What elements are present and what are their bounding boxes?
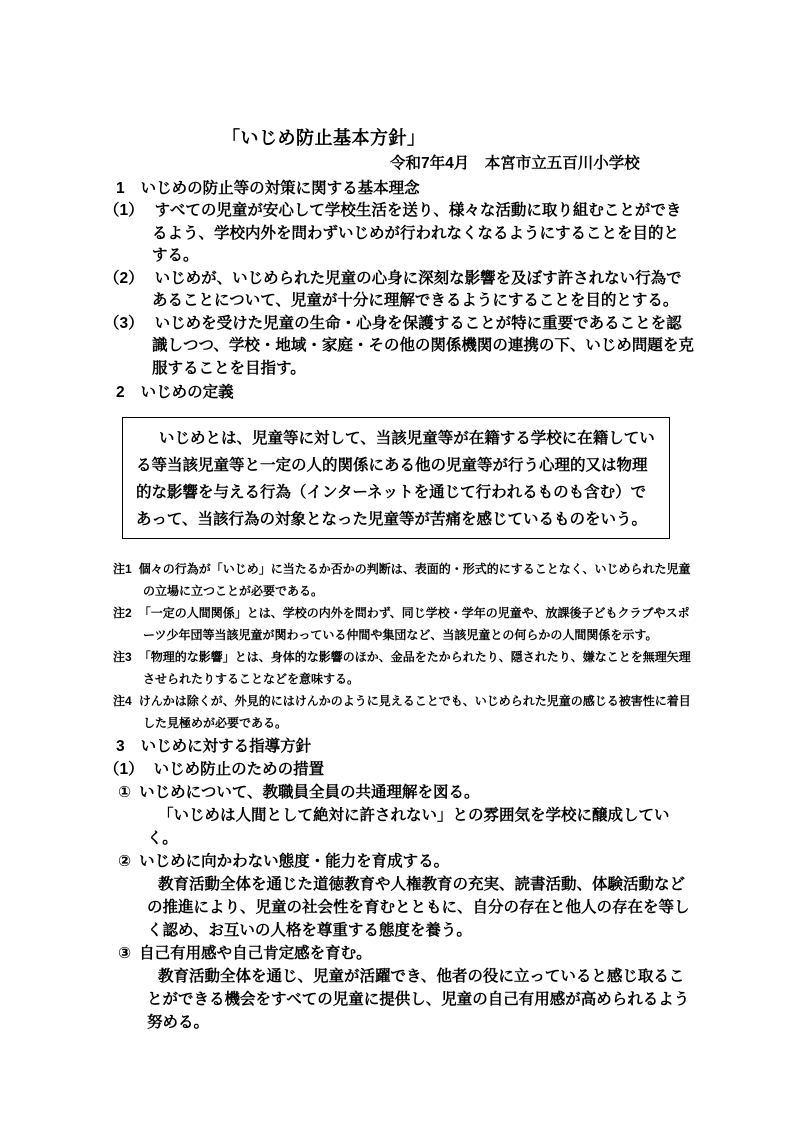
- measure-3: [104, 942, 694, 1034]
- item-text: すべての児童が安心して学校生活を送り、様々な活動に取り組むことができるよう、学校内外を問わずいじめが行われなくなるようにすることを目的とする。: [152, 202, 682, 264]
- item-label: （2）: [104, 269, 144, 287]
- measure-body-text: 教育活動全体を通じ、児童が活躍でき、他者の役に立っていると感じ取ることができる機会をすべての児童に提供し、児童の自己有用感が高められるよう努める。: [147, 968, 690, 1031]
- policy-item-2: [104, 268, 694, 313]
- section-3-heading: [116, 735, 694, 758]
- measure-1: [104, 781, 694, 850]
- measure-title-text: いじめについて、教職員全員の共通理解を図る。: [139, 784, 480, 801]
- page-title: 「いじめ防止基本方針」: [222, 128, 426, 148]
- note-3: [113, 646, 694, 690]
- definition-text: いじめとは、児童等に対して、当該児童等が在籍する学校に在籍している等当該児童等と一定の人的関係にある他の児童等が行う心理的又は物理的な影響を与える行為（インターネットを通じて行われるものも含む）であって、当該行為の対象となった児童等が苦痛を感じているものをいう。: [136, 430, 655, 528]
- note-label: 注3: [113, 650, 132, 664]
- measure-body-text: 「いじめは人間として絶対に許されない」との雰囲気を学校に醸成していく。: [147, 807, 670, 847]
- section-2-heading: [116, 381, 694, 404]
- note-text: けんかは除くが、外見的にはけんかのように見えることでも、いじめられた児童の感じる被害性に着目した見極めが必要である。: [138, 694, 691, 730]
- item-text: いじめが、いじめられた児童の心身に深刻な影響を及ぼす許されない行為であることについて、児童が十分に理解できるようにすることを目的とする。: [152, 269, 682, 309]
- measure-title-text: いじめに向かわない態度・能力を育成する。: [139, 853, 450, 870]
- measure-title-text: 自己有用感や自己肯定感を育む。: [139, 945, 372, 962]
- definition-box: [122, 417, 670, 539]
- item-label: （3）: [104, 314, 144, 332]
- subsection-1-heading: [104, 758, 694, 781]
- measure-2: [104, 850, 694, 942]
- section-3-heading-text: いじめに対する指導方針: [140, 738, 312, 755]
- item-label: （1）: [104, 202, 144, 219]
- item-text: いじめを受けた児童の生命・心身を保護することが特に重要であることを認識しつつ、学校・地域・家庭・その他の関係機関の連携の下、いじめ問題を克服することを目指す。: [152, 314, 694, 377]
- note-text: 個々の行為が「いじめ」に当たるか否かの判断は、表面的・形式的にすることなく、いじめられた児童の立場に立つことが必要である。: [138, 562, 691, 598]
- subsection-label: （1）: [104, 761, 144, 778]
- section-1-heading-text: いじめの防止等の対策に関する基本理念: [140, 180, 420, 197]
- section-3-number: 3: [116, 738, 125, 755]
- note-label: 注4: [113, 694, 132, 708]
- policy-item-3: [104, 313, 694, 381]
- note-text: 「一定の人間関係」とは、学校の内外を問わず、同じ学校・学年の児童や、放課後子どもクラブやスポーツ少年団等当該児童が関わっている仲間や集団など、当該児童との何らかの人間関係を示す。: [138, 606, 690, 642]
- measure-body-text: 教育活動全体を通じた道徳教育や人権教育の充実、読書活動、体験活動などの推進により、児童の社会性を育むとともに、自分の存在と他人の存在を等しく認め、お互いの人格を尊重する態度を養う。: [147, 876, 690, 939]
- circled-number-3: ③: [118, 945, 132, 962]
- definition-notes: [104, 558, 694, 734]
- section-2-heading-text: いじめの定義: [140, 384, 234, 401]
- note-label: 注2: [113, 606, 132, 620]
- note-1: [113, 558, 694, 602]
- circled-number-1: ①: [118, 784, 132, 801]
- note-2: [113, 602, 694, 646]
- note-4: [113, 690, 694, 734]
- note-text: 「物理的な影響」とは、身体的な影響のほか、金品をたかられたり、隠されたり、嫌なことを無理矢理させられたりすることなどを意味する。: [138, 650, 691, 686]
- section-1-number: 1: [116, 180, 125, 197]
- circled-number-2: ②: [118, 853, 132, 870]
- section-2-number: 2: [116, 384, 125, 401]
- note-label: 注1: [113, 562, 132, 576]
- policy-item-1: [104, 200, 694, 268]
- section-1-heading: [116, 177, 694, 200]
- date-and-school: 令和7年4月 本宮市立五百川小学校: [390, 155, 640, 172]
- subsection-title: いじめ防止のための措置: [153, 761, 325, 778]
